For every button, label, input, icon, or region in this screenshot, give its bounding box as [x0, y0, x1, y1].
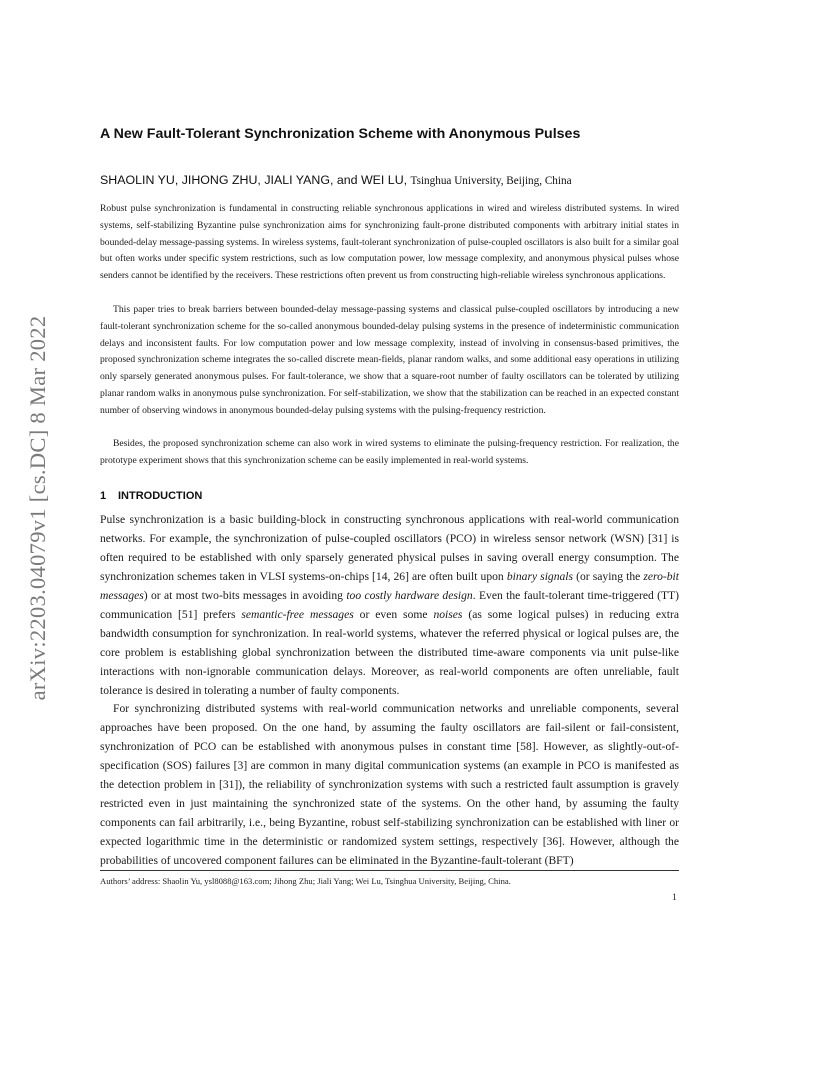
- intro-paragraph-1: Pulse synchronization is a basic building-block in constructing synchronous applications with real-world communication networks. For example, the synchronization of pulse-coupled oscillators (PCO) in wireless sensor network (WSN) [31] is often required to be established with only sparsely generated physical pulses in saving overall energy consumption. The synchronization schemes taken in VLSI systems-on-chips [14, 26] are often built upon binary signals (or saying the zero-bit messages) or at most two-bits messages in avoiding too costly hardware design. Even the fault-tolerant time-triggered (TT) communication [51] prefers semantic-free messages or even some noises (as some logical pulses) in reducing extra bandwidth consumption for synchronization. In real-world systems, whatever the referred physical or logical pulses are, the core problem is establishing global synchronization between the distributed time-aware components via unit pulse-like interactions with non-ignorable communication delays. Moreover, as real-world components are often unreliable, fault tolerance is desired in tolerating a number of faulty components.: [100, 513, 679, 697]
- arxiv-identifier-text: arXiv:2203.04079v1 [cs.DC] 8 Mar 2022: [25, 315, 50, 701]
- paper-title: A New Fault-Tolerant Synchronization Scheme with Anonymous Pulses: [100, 126, 581, 142]
- emphasis-too-costly-hardware-design: too costly hardware design: [346, 588, 473, 602]
- emphasis-semantic-free-messages: semantic-free messages: [241, 607, 354, 621]
- page-number: 1: [672, 892, 677, 903]
- author-affiliation: Tsinghua University, Beijing, China: [410, 175, 572, 187]
- footnote-divider: [100, 870, 679, 871]
- intro-paragraph-2: For synchronizing distributed systems with real-world communication networks and unreliable components, several approaches have been proposed. On the one hand, by assuming the faulty oscillators are fail-silent or fail-consistent, synchronization of PCO can be established with anonymous pulses in constant time [58]. However, as slightly-out-of-specification (SOS) failures [3] are common in many digital communication systems (an example in PCO is manifested as the detection problem in [31]), the reliability of synchronization systems with such a restricted fault assumption is gravely restricted even in just maintaining the synchronized state of the systems. On the other hand, by assuming the faulty components can fail arbitrarily, i.e., being Byzantine, robust self-stabilizing synchronization can be established with liner or expected logarithmic time in the deterministic or randomized system settings, respectively [36]. However, although the probabilities of uncovered component failures can be eliminated in the Byzantine-fault-tolerant (BFT): [100, 702, 679, 867]
- abstract-paragraph-3: Besides, the proposed synchronization scheme can also work in wired systems to eliminate the pulsing-frequency restriction. For realization, the prototype experiment shows that this synchronization scheme can be easily implemented in real-world systems.: [100, 438, 679, 466]
- abstract-paragraph-1: Robust pulse synchronization is fundamental in constructing reliable synchronous applications in wired and wireless distributed systems. In wired systems, self-stabilizing Byzantine pulse synchronization aims for synchronizing fault-prone distributed components with arbitrary initial states in bounded-delay message-passing systems. In wireless systems, fault-tolerant synchronization of pulse-coupled oscillators is also built for a similar goal but often works under specific system restrictions, such as low computation power, low message complexity, and anonymous physical pulses whose senders cannot be identified by the receivers. These restrictions often prevent us from constructing high-reliable wireless synchronous applications.: [100, 203, 679, 282]
- section-title: INTRODUCTION: [118, 490, 203, 502]
- section-heading: [100, 490, 202, 502]
- author-line: [100, 173, 572, 187]
- emphasis-noises: noises: [433, 607, 463, 621]
- section-number: 1: [100, 490, 107, 502]
- emphasis-zero-bit-messages: zero-bit messages: [100, 569, 679, 602]
- authors-address-footnote: Authors’ address: Shaolin Yu, ysl8088@163.com; Jihong Zhu; Jiali Yang; Wei Lu, Tsinghua University, Beijing, China.: [100, 876, 511, 886]
- author-names: SHAOLIN YU, JIHONG ZHU, JIALI YANG, and WEI LU,: [100, 173, 408, 187]
- abstract-paragraph-2: This paper tries to break barriers between bounded-delay message-passing systems and classical pulse-coupled oscillators by introducing a new fault-tolerant synchronization scheme for the so-called anonymous bounded-delay pulsing systems in the presence of indeterministic communication delays and inconsistent faults. For low computation power and low message complexity, instead of involving in consensus-based primitives, the proposed synchronization scheme integrates the so-called discrete mean-fields, planar random walks, and some additional easy operations in utilizing only sparsely generated anonymous pulses. For fault-tolerance, we show that a square-root number of faulty oscillators can be tolerated by utilizing planar random walks in anonymous pulse synchronization. For self-stabilization, we show that the stabilization can be reached in an expected constant number of observing windows in anonymous bounded-delay pulsing systems with the pulsing-frequency restriction.: [100, 304, 679, 416]
- emphasis-binary-signals: binary signals: [506, 569, 574, 583]
